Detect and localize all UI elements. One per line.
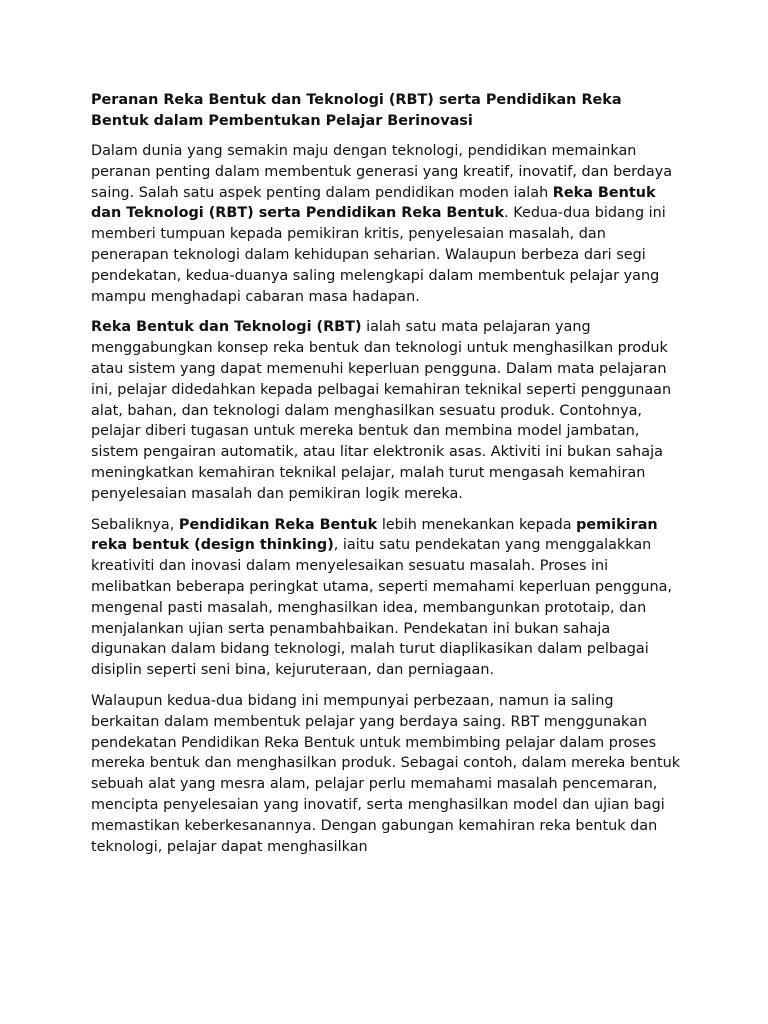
paragraph-3-bold-1: Pendidikan Reka Bentuk: [178, 516, 378, 533]
paragraph-1: [91, 141, 681, 307]
document-title: Peranan Reka Bentuk dan Teknologi (RBT) serta Pendidikan Reka Bentuk dalam Pembentukan Pelajar Berinovasi: [91, 92, 622, 129]
paragraph-1-text-1: Dalam dunia yang semakin maju dengan teknologi, pendidikan memainkan peranan penting dalam membentuk generasi yang kreatif, inovatif, dan berdaya saing. Salah satu aspek penting dalam pendidikan moden ialah: [91, 143, 673, 201]
paragraph-4-text-1: Walaupun kedua-dua bidang ini mempunyai perbezaan, namun ia saling berkaitan dalam membentuk pelajar yang berdaya saing. RBT menggunakan pendekatan Pendidikan Reka Bentuk untuk membimbing pelajar dalam proses mereka bentuk dan menghasilkan produk. Sebagai contoh, dalam mereka bentuk sebuah alat yang mesra alam, pelajar perlu memahami masalah pencemaran, mencipta penyelesaian yang inovatif, serta menghasilkan model dan ujian bagi memastikan keberkesanannya. Dengan gabungan kemahiran reka bentuk dan teknologi, pelajar dapat menghasilkan: [91, 692, 681, 855]
paragraph-3-bold-2: pemikiran reka bentuk (design thinking): [91, 516, 658, 554]
paragraph-2-text-1: ialah satu mata pelajaran yang menggabungkan konsep reka bentuk dan teknologi untuk menghasilkan produk atau sistem yang dapat memenuhi keperluan pengguna. Dalam mata pelajaran ini, pelajar didedahkan kepada pelbagai kemahiran teknikal seperti penggunaan alat, bahan, dan teknologi dalam menghasilkan sesuatu produk. Contohnya, pelajar diberi tugasan untuk mereka bentuk dan membina model jambatan, sistem pengairan automatik, atau litar elektronik asas. Aktiviti ini bukan sahaja meningkatkan kemahiran teknikal pelajar, malah turut mengasah kemahiran penyelesaian masalah dan pemikiran logik mereka.: [91, 319, 672, 502]
paragraph-4: [91, 691, 681, 857]
paragraph-2-bold-1: Reka Bentuk dan Teknologi (RBT): [91, 319, 362, 336]
paragraph-3-text-3: , iaitu satu pendekatan yang menggalakkan kreativiti dan inovasi dalam menyelesaikan sesuatu masalah. Proses ini melibatkan beberapa peringkat utama, seperti memahami keperluan pengguna, mengenal pasti masalah, menghasilkan idea, membangunkan prototaip, dan menjalankan ujian serta penambahbaikan. Pendekatan ini bukan sahaja digunakan dalam bidang teknologi, malah turut diaplikasikan dalam pelbagai disiplin seperti seni bina, kejuruteraan, dan perniagaan.: [91, 537, 673, 679]
paragraph-3-text-2: lebih menekankan kepada: [377, 516, 577, 533]
paragraph-3: [91, 515, 681, 681]
paragraph-1-bold-1: Reka Bentuk dan Teknologi (RBT) serta Pendidikan Reka Bentuk: [91, 184, 656, 222]
paragraph-1-text-2: . Kedua-dua bidang ini memberi tumpuan kepada pemikiran kritis, penyelesaian masalah, dan penerapan teknologi dalam kehidupan seharian. Walaupun berbeza dari segi pendekatan, kedua-duanya saling melengkapi dalam membentuk pelajar yang mampu menghadapi cabaran masa hadapan.: [91, 205, 666, 305]
paragraph-3-text-1: Sebaliknya,: [91, 516, 179, 533]
paragraph-2: [91, 317, 681, 504]
document-page: [91, 90, 681, 867]
